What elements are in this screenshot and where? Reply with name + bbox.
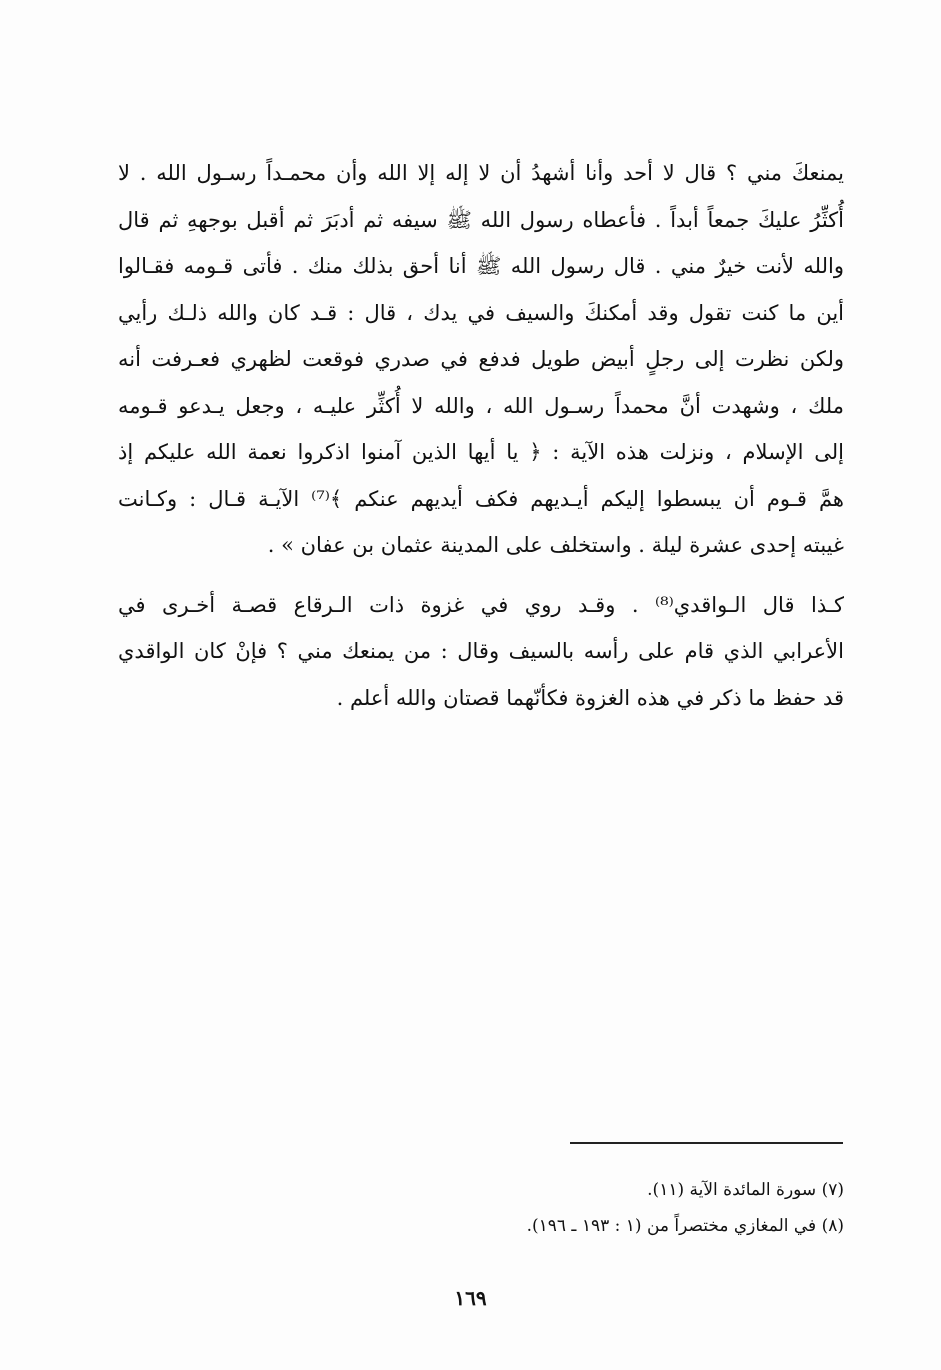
footnote-7: (٧) سورة المائدة الآية (١١). — [647, 1180, 844, 1200]
text-line: أين ما كنت تقول وقد أمكنكَ والسيف في يدك ، قال : قـد كان والله ذلـك رأيي — [118, 300, 844, 325]
main-text — [118, 150, 844, 721]
text-line: ولكن نظرت إلى رجلٍ أبيض طويل فدفع في صدري فوقعت لظهري فعـرفت أنه — [118, 347, 844, 371]
text-line: الأعرابي الذي قام على رأسه بالسيف وقال : من يمنعك مني ؟ فإنْ كان الواقدي — [118, 639, 844, 663]
footnote-divider — [570, 1142, 843, 1144]
page-number: ١٦٩ — [454, 1286, 487, 1310]
footnotes — [300, 1172, 844, 1244]
text-line: والله لأنت خيرٌ مني . قال رسول الله ﷺ أنا أحق بذلك منك . فأتى قـومه فقـالوا — [118, 254, 844, 278]
text-line: أُكثِّرُ عليكَ جمعاً أبداً . فأعطاه رسول الله ﷺ سيفه ثم أدبَرَ ثم أقبل بوجههِ ثم قال — [118, 207, 844, 232]
text-line: يمنعكَ مني ؟ قال لا أحد وأنا أشهدُ أن لا إله إلا الله وأن محمـداً رسـول الله . لا — [118, 161, 844, 185]
text-line: غيبته إحدى عشرة ليلة . واستخلف على المدينة عثمان بن عفان » . — [267, 533, 844, 557]
text-line: همَّ قـوم أن يبسطوا إليكم أيـديهم فكف أيديهم عنكم ﴾⁽⁷⁾ الآيـة قـال : وكـانت — [118, 486, 844, 511]
text-line: إلى الإسلام ، ونزلت هذه الآية : ﴿ يا أيها الذين آمنوا اذكروا نعمة الله عليكم إذ — [118, 440, 844, 464]
text-line: قد حفظ ما ذكر في هذه الغزوة فكأنّهما قصتان والله أعلم . — [336, 685, 844, 710]
text-line: ملك ، وشهدت أنَّ محمداً رسـول الله ، والله لا أُكثِّر عليـه ، وجعل يـدعو قـومه — [118, 393, 844, 418]
paragraph-1 — [118, 150, 844, 569]
paragraph-2 — [118, 582, 844, 722]
text-line: كـذا قال الـواقدي⁽⁸⁾ . وقـد روي في غزوة ذات الـرقاع قصـة أخـرى في — [118, 592, 844, 617]
footnote-8: (٨) في المغازي مختصراً من (١ : ١٩٣ ـ ١٩٦). — [526, 1216, 844, 1236]
